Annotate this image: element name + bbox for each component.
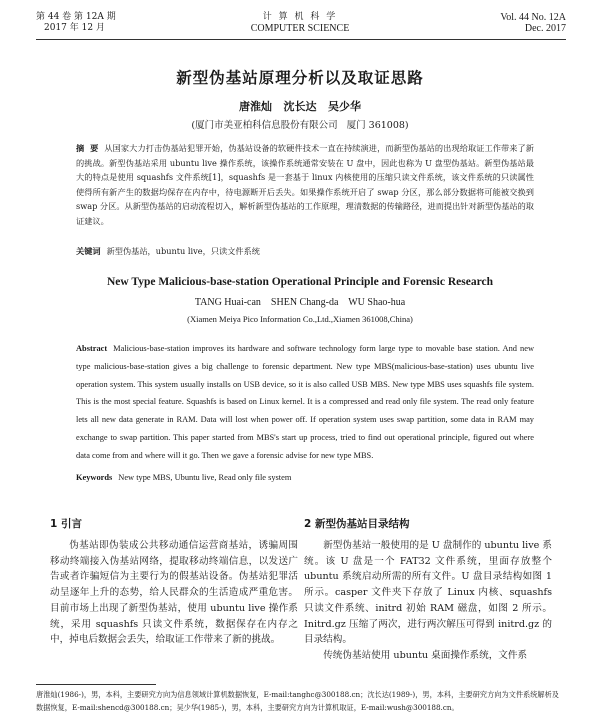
section-2-paragraph-2: 传统伪基站使用 ubuntu 桌面操作系统，文件系 xyxy=(323,649,528,661)
paper-title-zh: 新型伪基站原理分析以及取证思路 xyxy=(176,69,424,87)
header-date-zh: 2017 年 12 月 xyxy=(44,23,105,33)
header-journal-en: COMPUTER SCIENCE xyxy=(250,23,350,34)
header-volume: 第 44 卷 第 12A 期 xyxy=(36,12,116,22)
authors-en: TANG Huai-can SHEN Chang-da WU Shao-hua xyxy=(194,297,406,308)
section-2-body xyxy=(304,538,552,664)
keywords-en-text: New type MBS, Ubuntu live, Read only file system xyxy=(118,473,292,482)
section-1-paragraph: 伪基站即伪装成公共移动通信运营商基站，诱骗周围移动终端接入伪基站网络，提取移动终端信息，以发送广告或者诈骗短信为主要行为的假基站设备。伪基站犯罪活动呈逐年上升的态势，给人民群众的生活造成严重危害。目前市场上出现了新型伪基站，使用 ubuntu live 操作系统，采用 squashfs 只读文件系统，数据保存在内存之中，掉电后数据会丢失，给取证工作带来了新的挑战。 xyxy=(50,540,298,646)
abstract-zh xyxy=(76,141,534,229)
abstract-en-label: Abstract xyxy=(76,344,108,353)
header-rule xyxy=(36,39,566,40)
footnote: 唐淮灿(1986-)，男，本科，主要研究方向为信息领域计算机数据恢复，E-mail:tanghc@300188.cn；沈长达(1989-)，男，本科，主要研究方向为文件系统解析及数据恢复，E-mail:shencd@300188.cn；吴少华(1985-)，男，本科，主要研究方向为计算机取证，E-mail:wush@300188.cn。 xyxy=(36,690,559,712)
abstract-zh-text: 从国家大力打击伪基站犯罪开始，伪基站设备的软硬件技术一直在持续演进，而新型伪基站的出现给取证工作带来了新的挑战。新型伪基站采用 ubuntu live 操作系统，该操作系统通常安装在 U 盘中，因此也称为 U 盘型伪基站。新型伪基站最大的特点是使用 squashfs 文件系统[1]，squashfs 是一套基于 linux 内核使用的压缩只读文件系统，该文件系统的只读属性使得所有新产生的数据均保存在内存中，待电源断开后丢失。如果操作系统开启了 swap 分区，那么部分数据将可能被交换到 swap 分区。从新型伪基站的启动流程切入，解析新型伪基站的工作原理，理清数据的传输路径，进而提出针对新型伪基站的取证建议。 xyxy=(76,143,534,226)
header-vol-en: Vol. 44 No. 12A xyxy=(500,12,566,23)
keywords-zh-text: 新型伪基站，ubuntu live，只读文件系统 xyxy=(106,246,260,256)
section-2-paragraph-1: 新型伪基站一般使用的是 U 盘制作的 ubuntu live 系统。该 U 盘是一个 FAT32 文件系统，里面存放整个 ubuntu 系统启动所需的所有文件。U 盘目录结构如图 1 所示。casper 文件夹下存放了 Linux 内核、squashfs 只读文件系统、initrd 初始 RAM 磁盘，如图 2 所示。Initrd.gz 压缩了两次，进行两次解压可得到 initrd.gz 的目录结构。 xyxy=(304,540,552,646)
abstract-zh-label: 摘 要 xyxy=(76,143,99,153)
keywords-en xyxy=(76,473,534,482)
keywords-zh-label: 关键词 xyxy=(76,246,101,256)
header-date-en: Dec. 2017 xyxy=(524,23,566,34)
abstract-en xyxy=(76,340,534,465)
abstract-en-text: Malicious-base-station improves its hardware and software technology form large type to movable base station. And new type malicious-base-station gives a big challenge to forensic department. New type MBS(malicious-base-station) uses ubuntu live operation system. This system usually installs on USB device, so it is also called USB MBS. New type MBS uses squashfs file system. This is the most special feature. Squashfs is based on Linux kernel. It is a compressed and read only file system. The read only feature lets all new data generate in RAM. Data will lost when power off. If operation system uses swap partition, some data in RAM may exchange to swap partition. This paper started from MBS's start up process, tried to find out operational principle, figured out where data come from and where will it go. Then we gave a forensic advise for new type MBS. xyxy=(76,344,534,460)
section-1-heading: 1 引言 xyxy=(50,518,82,530)
keywords-zh xyxy=(76,244,534,259)
affiliation-zh: (厦门市美亚柏科信息股份有限公司 厦门 361008) xyxy=(191,120,409,131)
section-2-heading: 2 新型伪基站目录结构 xyxy=(304,518,410,530)
authors-zh: 唐淮灿 沈长达 吴少华 xyxy=(239,100,361,113)
header-journal-zh: 计 算 机 科 学 xyxy=(262,12,338,22)
affiliation-en: (Xiamen Meiya Pico Information Co.,Ltd.,Xiamen 361008,China) xyxy=(187,314,413,324)
paper-title-en: New Type Malicious-base-station Operational Principle and Forensic Research xyxy=(107,276,493,288)
header-right xyxy=(500,12,566,34)
keywords-en-label: Keywords xyxy=(76,473,113,482)
section-1-body xyxy=(50,538,298,648)
footnote-rule xyxy=(36,684,156,685)
